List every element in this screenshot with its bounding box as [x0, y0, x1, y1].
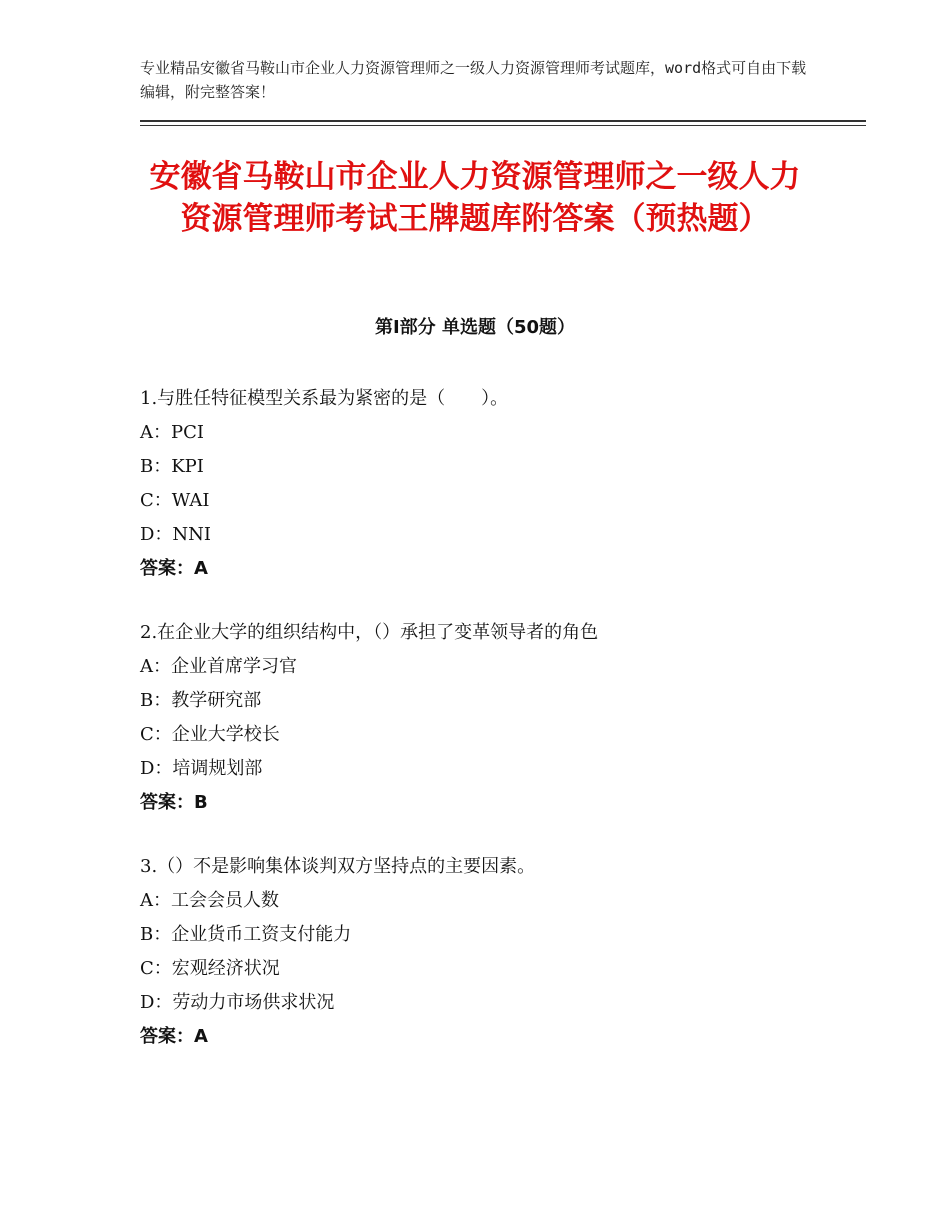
section-title: 第Ⅰ部分 单选题（50题） — [374, 317, 575, 338]
header-rule-thin — [140, 125, 866, 126]
option-b: B：企业货币工资支付能力 — [140, 924, 352, 945]
option-a: A：工会会员人数 — [140, 890, 279, 911]
option-a: A：企业首席学习官 — [140, 656, 297, 677]
option-b: B：教学研究部 — [140, 690, 262, 711]
question-stem: 3.（）不是影响集体谈判双方坚持点的主要因素。 — [140, 856, 536, 877]
question-1 — [140, 382, 840, 586]
option-d: D：劳动力市场供求状况 — [140, 992, 335, 1013]
header-note: 专业精品安徽省马鞍山市企业人力资源管理师之一级人力资源管理师考试题库，word格式可自由下载编辑，附完整答案！ — [140, 59, 807, 101]
option-d: D：NNI — [140, 524, 212, 545]
question-2 — [140, 616, 840, 820]
question-3 — [140, 850, 840, 1054]
document-title: 安徽省马鞍山市企业人力资源管理师之一级人力资源管理师考试王牌题库附答案（预热题） — [149, 159, 801, 237]
question-stem: 1.与胜任特征模型关系最为紧密的是（ ）。 — [140, 388, 509, 409]
option-d: D：培调规划部 — [140, 758, 263, 779]
answer-line: 答案：A — [140, 558, 208, 579]
option-c: C：企业大学校长 — [140, 724, 280, 745]
question-list — [140, 382, 840, 1084]
option-c: C：宏观经济状况 — [140, 958, 280, 979]
option-b: B：KPI — [140, 456, 204, 477]
option-c: C：WAI — [140, 490, 210, 511]
header-rule-thick — [140, 120, 866, 122]
answer-line: 答案：A — [140, 1026, 208, 1047]
option-a: A：PCI — [140, 422, 204, 443]
question-stem: 2.在企业大学的组织结构中，（）承担了变革领导者的角色 — [140, 622, 599, 643]
answer-line: 答案：B — [140, 792, 208, 813]
